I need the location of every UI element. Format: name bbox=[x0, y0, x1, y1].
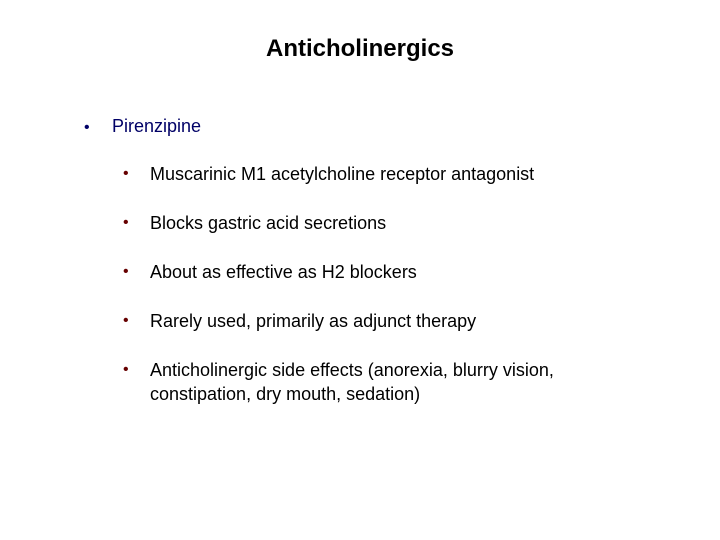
sub-bullet-text: Blocks gastric acid secretions bbox=[150, 213, 387, 233]
bullet-icon: • bbox=[123, 361, 129, 378]
sub-bullet-text: Anticholinergic side effects (anorexia, blurry vision, constipation, dry mouth, sedation) bbox=[150, 360, 554, 404]
sub-bullet-item bbox=[123, 309, 643, 333]
bullet-icon: • bbox=[123, 214, 129, 231]
bullet-icon: • bbox=[84, 119, 90, 136]
bullet-icon: • bbox=[123, 165, 129, 182]
sub-bullet-item bbox=[123, 162, 643, 186]
sub-bullet-text: Muscarinic M1 acetylcholine receptor antagonist bbox=[150, 164, 535, 184]
sub-bullet-text: Rarely used, primarily as adjunct therapy bbox=[150, 311, 477, 331]
sub-bullet-text: About as effective as H2 blockers bbox=[150, 262, 417, 282]
main-bullet-text: Pirenzipine bbox=[112, 116, 202, 136]
main-bullet-item bbox=[84, 114, 201, 140]
slide-title: Anticholinergics bbox=[265, 35, 455, 62]
bullet-icon: • bbox=[123, 263, 129, 280]
bullet-icon: • bbox=[123, 312, 129, 329]
sub-bullet-item bbox=[123, 358, 583, 406]
sub-bullet-item bbox=[123, 260, 643, 284]
sub-bullet-item bbox=[123, 211, 643, 235]
